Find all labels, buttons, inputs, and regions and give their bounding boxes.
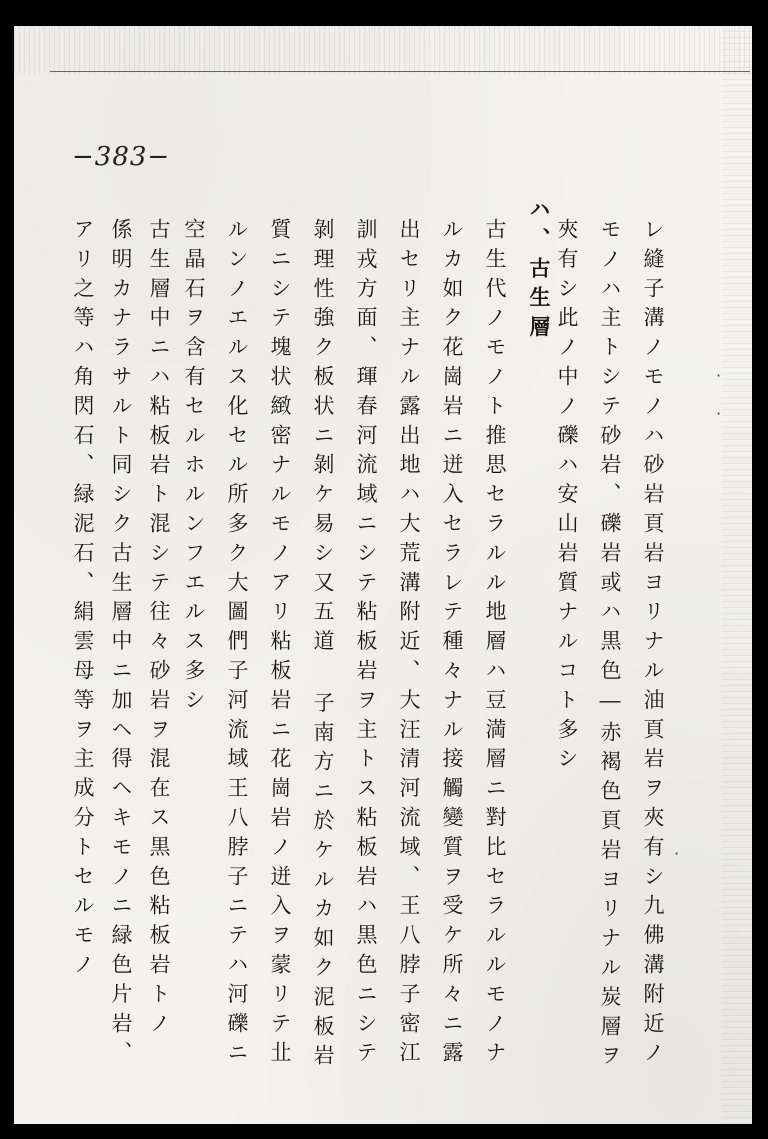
text-column-3: 夾有シ此ノ中ノ礫ハ安山岩質ナルコト多シ <box>555 218 579 777</box>
text-column-13: 古生層中ニハ粘板岩ト混シテ往々砂岩ヲ混在ス黒色粘板岩トノ <box>147 218 171 1042</box>
section-heading-paleozoic: ハ、古生層 <box>527 198 552 345</box>
text-column-14: 係明カナラサルト同シク古生層中ニ加ヘ得ヘキモノニ緑色片岩、 <box>109 218 133 1071</box>
text-column-7: 出セリ主ナル露出地ハ大荒溝附近、大汪清河流域、王八脖子密江 <box>397 218 421 1071</box>
margin-mark: · <box>716 404 722 423</box>
text-column-11: ルンノエルス化セル所多ク大圖們子河流域王八脖子ニテハ河礫ニ <box>225 218 249 1071</box>
scan-noise-right <box>722 26 752 1124</box>
text-column-10: 質ニシテ塊状緻密ナルモノアリ粘板岩ニ花崗岩ノ迸入ヲ蒙リテ㐀 <box>268 218 292 1071</box>
text-column-5: 古生代ノモノト推思セラルル地層ハ豆満層ニ對比セラルルモノナ <box>483 218 507 1071</box>
text-column-6: ルカ如ク花崗岩ニ迸入セラレテ種々ナル接觸變質ヲ受ケ所々ニ露 <box>440 218 464 1071</box>
header-rule <box>50 71 750 72</box>
text-column-12: 空晶石ヲ含有セルホルンフエルス多シ <box>182 218 206 718</box>
margin-mark: · <box>716 366 722 385</box>
text-column-8: 訓戎方面、琿春河流域ニシテ粘板岩ヲ主トス粘板岩ハ黒色ニシテ <box>354 218 378 1071</box>
text-column-1: レ縫子溝ノモノハ砂岩頁岩ヨリナル油頁岩ヲ夾有シ九佛溝附近ノ <box>641 218 665 1071</box>
document-page <box>14 26 752 1124</box>
text-column-2: モノハ主トシテ砂岩、礫岩或ハ黒色―赤褐色頁岩ヨリナル炭層ヲ <box>598 218 622 1074</box>
page-number: −383− <box>72 142 171 172</box>
text-column-9: 剝理性強ク板状ニ剝ケ易シ又五道 子南方ニ於ケルカ如ク泥板岩 <box>311 218 335 1074</box>
text-column-15: アリ之等ハ角閃石、緑泥石、絹雲母等ヲ主成分トセルモノ <box>71 218 95 983</box>
margin-mark: · <box>674 844 680 863</box>
scan-noise-top <box>14 26 752 74</box>
